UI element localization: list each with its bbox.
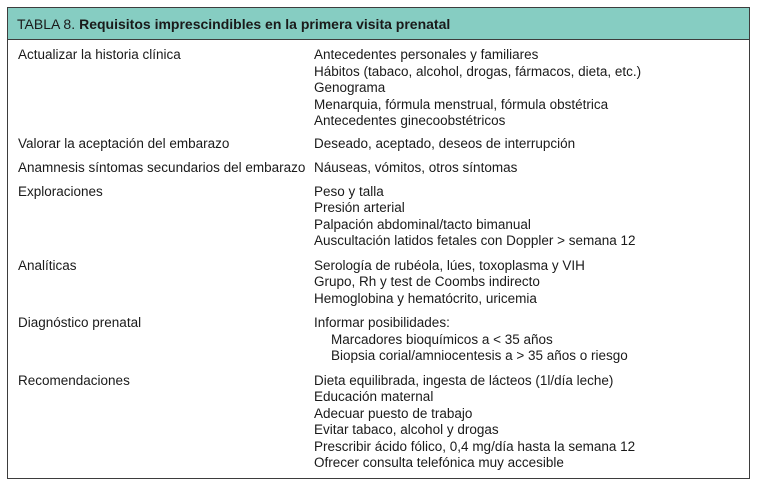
- table-row-anamnesis: [8, 160, 749, 177]
- detail-line-indented: Biopsia corial/amniocentesis a > 35 años o riesgo: [331, 348, 628, 363]
- detail-line: Genograma: [314, 80, 386, 95]
- row-category: Anamnesis síntomas secundarios del embarazo: [18, 160, 306, 175]
- table-row-diagnostico-prenatal: [8, 315, 749, 365]
- detail-line: Educación maternal: [314, 389, 434, 404]
- table-row-aceptacion-embarazo: [8, 136, 749, 153]
- detail-line: Presión arterial: [314, 200, 405, 215]
- detail-line: Grupo, Rh y test de Coombs indirecto: [314, 274, 540, 289]
- detail-line: Hemoglobina y hematócrito, uricemia: [314, 290, 537, 306]
- table-number-label: TABLA 8.: [17, 15, 76, 32]
- row-category: Diagnóstico prenatal: [18, 315, 142, 330]
- detail-line: Náuseas, vómitos, otros síntomas: [314, 160, 518, 175]
- row-details: [314, 315, 749, 365]
- row-details: [314, 47, 749, 130]
- detail-line: Antecedentes ginecoobstétricos: [314, 113, 506, 128]
- row-category: Actualizar la historia clínica: [18, 47, 181, 62]
- row-details: [314, 373, 749, 472]
- row-category: Recomendaciones: [18, 372, 130, 388]
- detail-line: Palpación abdominal/tacto bimanual: [314, 216, 531, 232]
- table-row-recomendaciones: [8, 373, 749, 472]
- table-header: [8, 8, 749, 40]
- row-category: Analíticas: [18, 257, 77, 273]
- detail-line: Menarquia, fórmula menstrual, fórmula obstétrica: [314, 96, 609, 112]
- row-details: [314, 258, 749, 308]
- table-title: Requisitos imprescindibles en la primera visita prenatal: [79, 15, 451, 32]
- detail-line: Auscultación latidos fetales con Doppler > semana 12: [314, 233, 636, 248]
- row-details: [314, 160, 749, 177]
- table-body: [8, 40, 749, 472]
- detail-line: Dieta equilibrada, ingesta de lácteos (1l/día leche): [314, 372, 614, 388]
- row-details: [314, 184, 749, 250]
- detail-line: Deseado, aceptado, deseos de interrupción: [314, 135, 576, 151]
- detail-line: Peso y talla: [314, 183, 384, 199]
- prenatal-requirements-table: [7, 7, 750, 479]
- detail-line: Informar posibilidades:: [314, 315, 450, 330]
- detail-line: Antecedentes personales y familiares: [314, 47, 539, 62]
- detail-line: Prescribir ácido fólico, 0,4 mg/día hasta la semana 12: [314, 438, 636, 454]
- row-details: [314, 136, 749, 153]
- table-row-exploraciones: [8, 184, 749, 250]
- detail-line: Evitar tabaco, alcohol y drogas: [314, 422, 499, 437]
- row-category: Valorar la aceptación del embarazo: [18, 135, 230, 151]
- detail-line: Ofrecer consulta telefónica muy accesible: [314, 455, 564, 470]
- detail-line: Hábitos (tabaco, alcohol, drogas, fármacos, dieta, etc.): [314, 63, 642, 79]
- row-category: Exploraciones: [18, 183, 103, 199]
- table-row-historia-clinica: [8, 47, 749, 130]
- detail-line: Serología de rubéola, lúes, toxoplasma y VIH: [314, 257, 585, 273]
- table-row-analiticas: [8, 258, 749, 308]
- detail-line: Adecuar puesto de trabajo: [314, 405, 473, 421]
- detail-line-indented: Marcadores bioquímicos a < 35 años: [331, 331, 553, 347]
